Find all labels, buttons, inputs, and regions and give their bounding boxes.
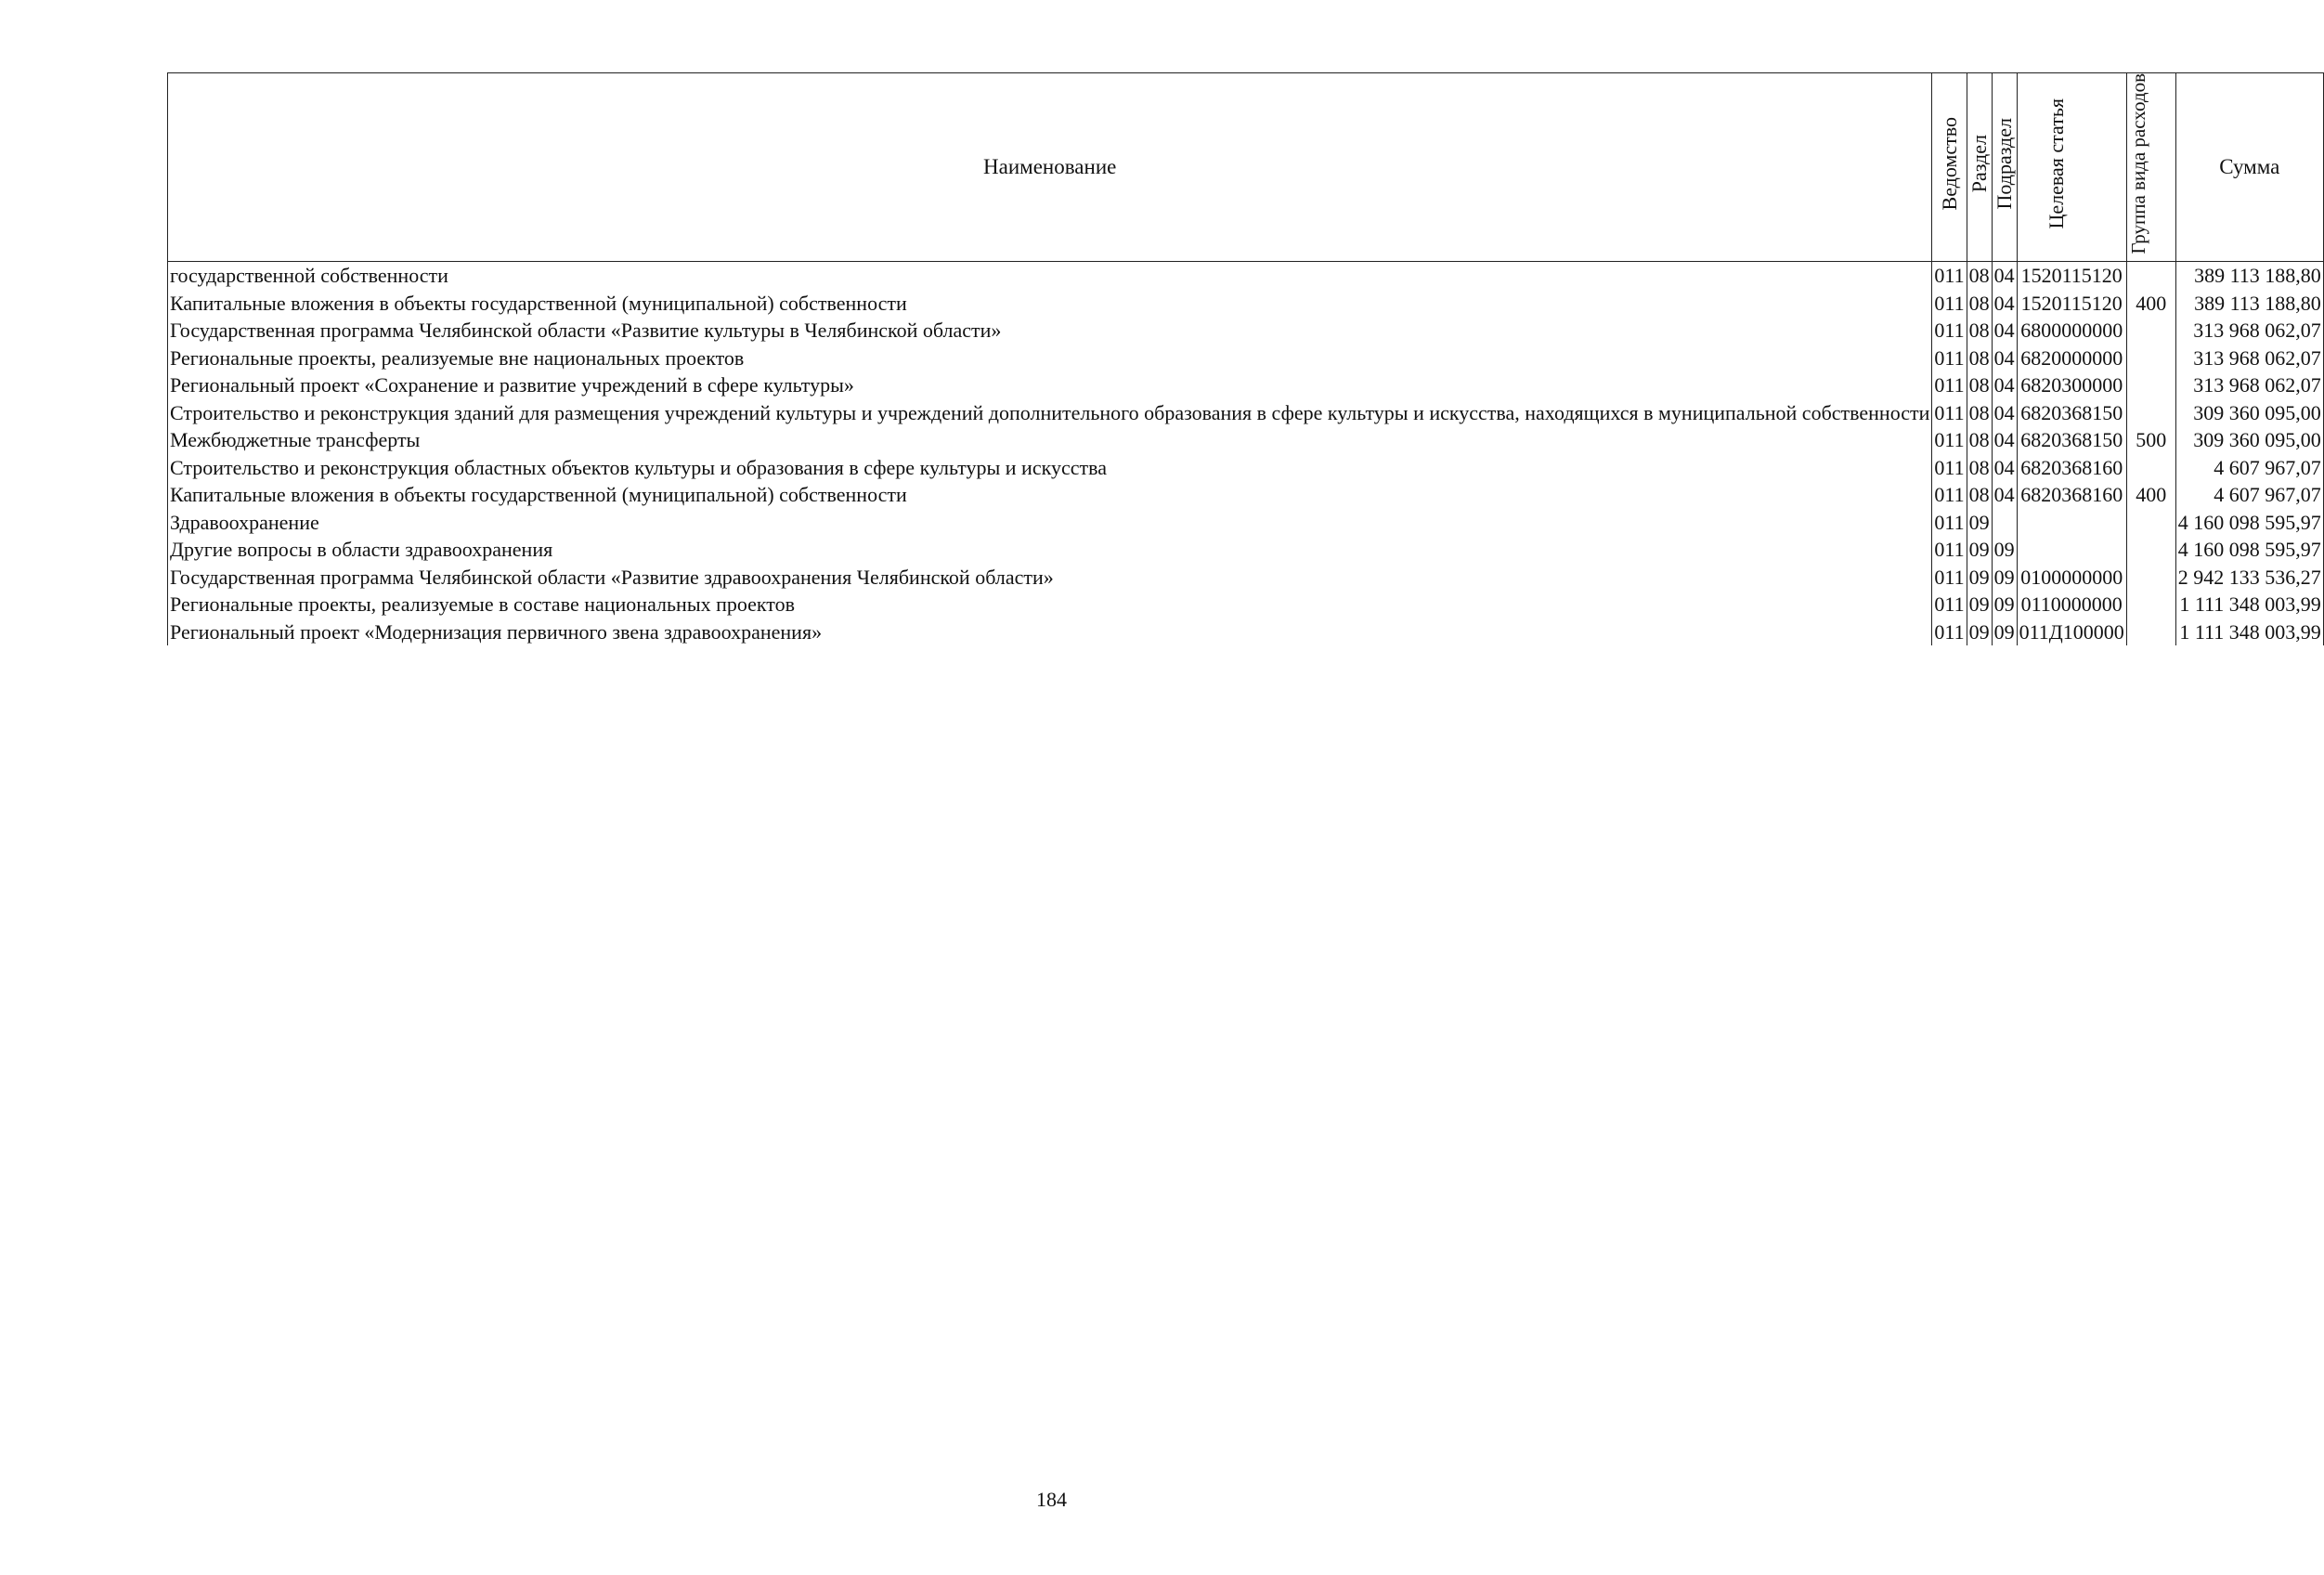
row-sum: 1 111 348 003,99 (2175, 618, 2323, 646)
row-subsection: 04 (1992, 290, 2017, 318)
row-sum: 313 968 062,07 (2175, 371, 2323, 399)
row-group (2126, 509, 2175, 537)
row-dept: 011 (1932, 509, 1967, 537)
row-name: Региональный проект «Модернизация первичного звена здравоохранения» (168, 618, 1932, 646)
row-name: Государственная программа Челябинской области «Развитие культуры в Челябинской области» (168, 317, 1932, 345)
row-dept: 011 (1932, 426, 1967, 454)
table-row (168, 262, 2324, 290)
row-dept: 011 (1932, 454, 1967, 482)
page-number: 184 (1036, 1488, 1067, 1511)
row-subsection: 04 (1992, 454, 2017, 482)
header-sum: Сумма (2175, 73, 2323, 262)
row-name: Капитальные вложения в объекты государственной (муниципальной) собственности (168, 481, 1932, 509)
row-article: 6820368160 (2017, 454, 2126, 482)
row-section: 08 (1967, 345, 1992, 372)
row-name: Здравоохранение (168, 509, 1932, 537)
table-row (168, 371, 2324, 399)
table-row (168, 426, 2324, 454)
row-section: 09 (1967, 536, 1992, 564)
row-dept: 011 (1932, 564, 1967, 592)
row-sum: 2 942 133 536,27 (2175, 564, 2323, 592)
row-article: 6820000000 (2017, 345, 2126, 372)
budget-table (167, 72, 2324, 645)
table-header-row (168, 73, 2324, 262)
row-subsection: 09 (1992, 536, 2017, 564)
row-group (2126, 317, 2175, 345)
row-subsection: 04 (1992, 426, 2017, 454)
row-subsection: 04 (1992, 399, 2017, 427)
header-subsection: Подраздел (1992, 73, 2017, 262)
row-group: 400 (2126, 481, 2175, 509)
row-group (2126, 399, 2175, 427)
table-row (168, 509, 2324, 537)
row-article: 6820300000 (2017, 371, 2126, 399)
row-dept: 011 (1932, 618, 1967, 646)
row-article: 6800000000 (2017, 317, 2126, 345)
row-sum: 4 607 967,07 (2175, 481, 2323, 509)
row-group (2126, 371, 2175, 399)
row-section: 09 (1967, 509, 1992, 537)
row-section: 08 (1967, 262, 1992, 290)
row-group (2126, 345, 2175, 372)
row-article (2017, 509, 2126, 537)
row-section: 08 (1967, 426, 1992, 454)
row-article: 0100000000 (2017, 564, 2126, 592)
row-group (2126, 536, 2175, 564)
row-article: 6820368150 (2017, 399, 2126, 427)
row-dept: 011 (1932, 262, 1967, 290)
table-row (168, 591, 2324, 618)
table-row (168, 399, 2324, 427)
row-dept: 011 (1932, 399, 1967, 427)
row-name: Региональные проекты, реализуемые вне национальных проектов (168, 345, 1932, 372)
row-article: 6820368160 (2017, 481, 2126, 509)
row-name: государственной собственности (168, 262, 1932, 290)
row-name: Региональные проекты, реализуемые в составе национальных проектов (168, 591, 1932, 618)
row-sum: 4 160 098 595,97 (2175, 509, 2323, 537)
row-sum: 389 113 188,80 (2175, 290, 2323, 318)
row-dept: 011 (1932, 371, 1967, 399)
row-article: 6820368150 (2017, 426, 2126, 454)
row-sum: 309 360 095,00 (2175, 426, 2323, 454)
row-subsection: 04 (1992, 345, 2017, 372)
row-section: 08 (1967, 290, 1992, 318)
row-sum: 389 113 188,80 (2175, 262, 2323, 290)
row-group (2126, 262, 2175, 290)
row-sum: 4 160 098 595,97 (2175, 536, 2323, 564)
row-sum: 1 111 348 003,99 (2175, 591, 2323, 618)
row-sum: 4 607 967,07 (2175, 454, 2323, 482)
row-name: Государственная программа Челябинской области «Развитие здравоохранения Челябинской области» (168, 564, 1932, 592)
row-name: Капитальные вложения в объекты государственной (муниципальной) собственности (168, 290, 1932, 318)
row-article: 011Д100000 (2017, 618, 2126, 646)
row-subsection: 04 (1992, 317, 2017, 345)
row-group: 400 (2126, 290, 2175, 318)
row-section: 08 (1967, 371, 1992, 399)
row-name: Межбюджетные трансферты (168, 426, 1932, 454)
header-dept: Ведомство (1932, 73, 1967, 262)
row-section: 09 (1967, 618, 1992, 646)
row-subsection (1992, 509, 2017, 537)
row-sum: 313 968 062,07 (2175, 345, 2323, 372)
row-dept: 011 (1932, 317, 1967, 345)
row-article (2017, 536, 2126, 564)
row-section: 08 (1967, 317, 1992, 345)
row-section: 08 (1967, 399, 1992, 427)
header-section: Раздел (1967, 73, 1992, 262)
row-name: Строительство и реконструкция зданий для размещения учреждений культуры и учреждений дополнительного образования в сфере культуры и искусства, находящихся в муниципальной собственности (168, 399, 1932, 427)
table-row (168, 564, 2324, 592)
row-article: 1520115120 (2017, 290, 2126, 318)
table-row (168, 345, 2324, 372)
table-row (168, 290, 2324, 318)
row-group (2126, 591, 2175, 618)
table-row (168, 481, 2324, 509)
row-name: Другие вопросы в области здравоохранения (168, 536, 1932, 564)
row-dept: 011 (1932, 591, 1967, 618)
row-subsection: 04 (1992, 481, 2017, 509)
row-group (2126, 564, 2175, 592)
row-section: 08 (1967, 454, 1992, 482)
row-section: 09 (1967, 564, 1992, 592)
header-group: Группа вида расходов (2126, 73, 2175, 262)
table-row (168, 317, 2324, 345)
row-sum: 309 360 095,00 (2175, 399, 2323, 427)
row-section: 08 (1967, 481, 1992, 509)
row-subsection: 04 (1992, 371, 2017, 399)
row-subsection: 09 (1992, 618, 2017, 646)
row-name: Региональный проект «Сохранение и развитие учреждений в сфере культуры» (168, 371, 1932, 399)
row-dept: 011 (1932, 290, 1967, 318)
table-row (168, 618, 2324, 646)
row-group (2126, 618, 2175, 646)
row-dept: 011 (1932, 345, 1967, 372)
table-row (168, 454, 2324, 482)
row-dept: 011 (1932, 481, 1967, 509)
row-name: Строительство и реконструкция областных объектов культуры и образования в сфере культуры и искусства (168, 454, 1932, 482)
row-sum: 313 968 062,07 (2175, 317, 2323, 345)
row-group: 500 (2126, 426, 2175, 454)
row-section: 09 (1967, 591, 1992, 618)
row-subsection: 04 (1992, 262, 2017, 290)
row-article: 1520115120 (2017, 262, 2126, 290)
header-article: Целевая статья (2017, 73, 2126, 262)
row-group (2126, 454, 2175, 482)
row-subsection: 09 (1992, 591, 2017, 618)
table-row (168, 536, 2324, 564)
header-name: Наименование (168, 73, 1932, 262)
row-dept: 011 (1932, 536, 1967, 564)
row-subsection: 09 (1992, 564, 2017, 592)
row-article: 0110000000 (2017, 591, 2126, 618)
